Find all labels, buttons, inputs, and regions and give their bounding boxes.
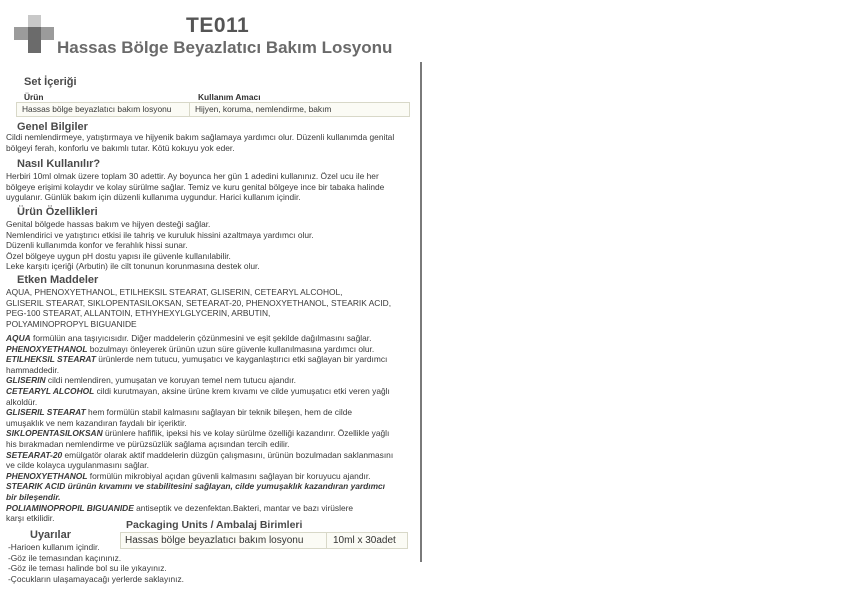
packaging-product-cell: Hassas bölge beyazlatıcı bakım losyonu	[125, 535, 304, 546]
warnings-heading: Uyarılar	[30, 529, 71, 541]
warning-line: -Harioen kullanım içindir.	[8, 542, 100, 552]
feature-line: Leke karşıtı içeriği (Arbutin) ile cilt tonunun korunmasına destek olur.	[6, 261, 260, 272]
feature-line: Nemlendirici ve yatıştırıcı etkisi ile tahriş ve kuruluk hissini azaltmaya yardımcı olur.	[6, 229, 314, 240]
usage-line: bölgeye erişimi kolaydır ve kolay sürülme sağlar. Temiz ve kuru genital bölgeye ince bir tabaka halinde	[6, 181, 385, 192]
description-line: hammaddedir.	[6, 364, 60, 375]
description-line: GLISERIN cildi nemlendiren, yumuşatan ve koruyan temel nem tutucu ajandır.	[6, 375, 297, 386]
warning-line: -Göz ile teması halinde bol su ile yıkayınız.	[8, 563, 167, 574]
usage-heading: Nasıl Kullanılır?	[17, 158, 101, 170]
packaging-heading: Packaging Units / Ambalaj Birimleri	[126, 519, 303, 531]
description-line: GLISERIL STEARAT hem formülün stabil kalmasını sağlayan bir teknik bileşen, hem de cilde	[6, 407, 353, 418]
cell-divider	[189, 103, 190, 116]
cell-divider	[326, 533, 327, 548]
product-code: TE011	[186, 14, 250, 37]
usage-line: uygulanır. Günlük bakım için düzenli kullanıma uygundur. Harici kullanım içindir.	[6, 192, 301, 203]
packaging-unit-cell: 10ml x 30adet	[333, 535, 396, 546]
description-line: POLIAMINOPROPIL BIGUANIDE antiseptik ve dezenfektan.Bakteri, mantar ve bazı virüslere	[6, 502, 354, 513]
ingredient-line: POLYAMINOPROPYL BIGUANIDE	[6, 318, 137, 329]
description-line: SETEARAT-20 emülgatör olarak aktif maddelerin düzgün çalışmasını, ürünün bozulmadan saklanmasını	[6, 449, 394, 460]
description-line: alkoldür.	[6, 396, 38, 407]
col-product-header: Ürün	[24, 92, 44, 102]
set-table-row	[16, 102, 410, 117]
general-line: bölgeyi ferah, konforlu ve bakımlı tutar. Kötü kokuyu yok eder.	[6, 142, 235, 153]
general-line: Cildi nemlendirmeye, yatıştırmaya ve hijyenik bakım sağlamaya yardımcı olur. Düzenli kullanımda genital	[6, 132, 395, 142]
general-text	[6, 132, 394, 153]
description-line: karşı etkilidir.	[6, 513, 55, 524]
description-line: umuşaklık ve nem kazandıran faydalı bir içeriktir.	[6, 417, 187, 428]
description-line: PHENOXYETHANOL bozulmayı önleyerek ürünün uzun süre güvenle kullanılmasına yardımcı olur.	[6, 343, 375, 354]
usage-text	[6, 171, 384, 203]
set-purpose-cell: Hijyen, koruma, nemlendirme, bakım	[195, 104, 332, 114]
packaging-table-row	[120, 532, 408, 549]
description-line: bir bileşendir.	[6, 491, 61, 502]
ingredient-line: GLISERIL STEARAT, SIKLOPENTASILOKSAN, SETEARAT-20, PHENOXYETHANOL, STEARIK ACID,	[6, 297, 392, 308]
description-line: his bırakmadan nemlendirme ve pürüzsüzlük sağlama açısından tercih edilir.	[6, 438, 290, 449]
ingredient-line: AQUA, PHENOXYETHANOL, ETILHEKSIL STEARAT, GLISERIN, CETEARYL ALCOHOL,	[6, 287, 343, 297]
page-title: Hassas Bölge Beyazlatıcı Bakım Losyonu	[57, 38, 393, 57]
usage-line: Herbiri 10ml olmak üzere toplam 30 adettir. Ay boyunca her gün 1 adedini kullanınız. Özel ucu ile her	[6, 171, 379, 181]
warning-line: -Çocukların ulaşamayacağı yerlerde saklayınız.	[8, 573, 184, 584]
description-line: CETEARYL ALCOHOL cildi kurutmayan, aksine ürüne krem kıvamı ve cilde yumuşatıcı etki veren yağlı	[6, 385, 390, 396]
ingredient-descriptions	[6, 333, 393, 524]
feature-line: Düzenli kullanımda konfor ve ferahlık hissi sunar.	[6, 240, 188, 251]
description-line: STEARIK ACID ürünün kıvamını ve stabilitesini sağlayan, cilde yumuşaklık kazandıran yardımcı	[6, 481, 386, 492]
ingredient-line: PEG-100 STEARAT, ALLANTOIN, ETHYHEXYLGLYCERIN, ARBUTIN,	[6, 308, 271, 319]
warning-line: -Göz ile temasından kaçınınız.	[8, 552, 122, 563]
description-line: PHENOXYETHANOL formülün mikrobiyal açıdan güvenli kalmasını sağlayan bir koruyucu ajandır.	[6, 470, 371, 481]
col-purpose-header: Kullanım Amacı	[198, 92, 261, 102]
general-heading: Genel Bilgiler	[17, 121, 88, 133]
set-heading: Set İçeriği	[24, 76, 77, 88]
features-heading: Ürün Özellikleri	[17, 206, 98, 218]
feature-line: Özel bölgeye uygun pH dostu yapısı ile güvenle kullanılabilir.	[6, 250, 231, 261]
description-line: AQUA formülün ana taşıyıcısıdır. Diğer maddelerin çözünmesini ve eşit şekilde dağılmasını sağlar.	[6, 333, 372, 343]
description-line: ETILHEKSIL STEARAT ürünlerde nem tutucu, yumuşatıcı ve kayganlaştırıcı etki sağlayan bir yardımcı	[6, 354, 388, 365]
ingredients-heading: Etken Maddeler	[17, 274, 99, 286]
description-line: ve cilde kolayca uygulanmasını sağlar.	[6, 460, 149, 471]
features-text	[6, 219, 314, 272]
description-line: SIKLOPENTASILOKSAN ürünlere hafiflik, ipeksi his ve kolay sürülme özelliği kazandırır. Özellikle yağlı	[6, 428, 390, 439]
feature-line: Genital bölgede hassas bakım ve hijyen desteği sağlar.	[6, 219, 211, 229]
ingredients-text	[6, 287, 391, 329]
vertical-divider	[420, 62, 422, 562]
set-product-cell: Hassas bölge beyazlatıcı bakım losyonu	[22, 104, 172, 114]
